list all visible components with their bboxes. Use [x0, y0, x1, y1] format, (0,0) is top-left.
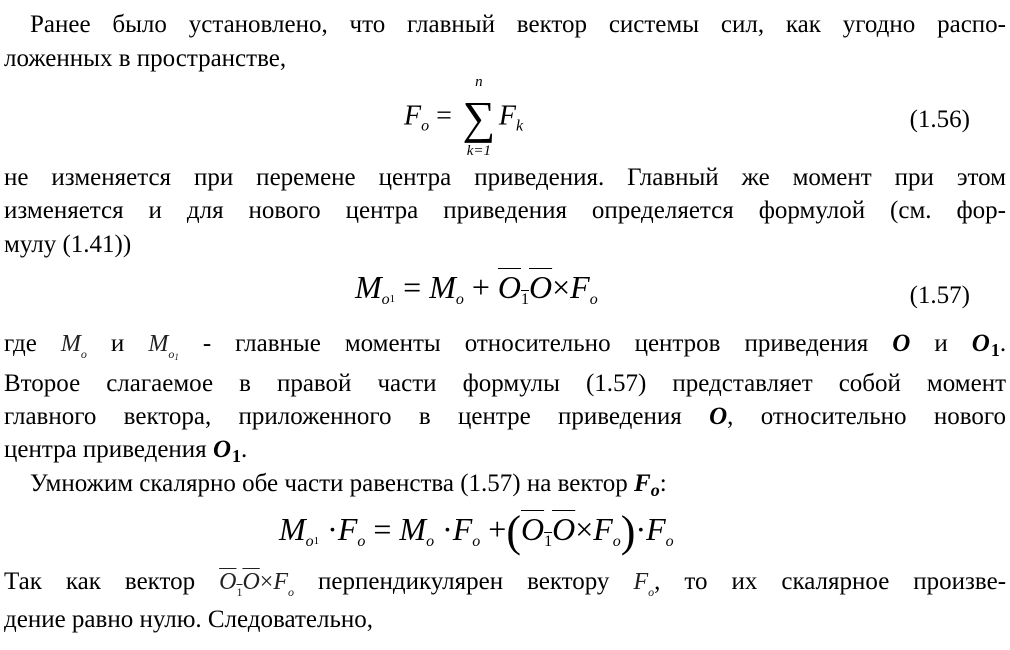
inline-mo-sub: o [80, 347, 87, 361]
inline-o1: O [219, 569, 237, 595]
eq156-lhs: F [404, 100, 422, 132]
bold-o1-2-sub: 1 [232, 446, 241, 466]
paragraph-5-line-1b: перпендикулярен вектору [318, 568, 610, 595]
eq157-cross: × [552, 269, 571, 305]
eq3-f2: F [452, 511, 473, 547]
bold-o1-sub: 1 [990, 340, 1000, 360]
eq156-rhs: F [498, 100, 517, 132]
eq156-sum-bottom: k=1 [466, 143, 492, 159]
paragraph-1-line-2: ложенных в пространстве, [4, 45, 287, 72]
eq156-rhs-sub: k [516, 117, 524, 135]
equation-1-56 [404, 74, 524, 159]
word-and: и [110, 330, 125, 357]
eq156-equals: = [436, 100, 452, 132]
eq3-dot-3: · [635, 511, 647, 547]
paragraph-3-line-4 [4, 434, 1006, 472]
bold-o1 [971, 330, 1007, 360]
eq157-m2-sub: o [455, 291, 464, 308]
inline-mo1-m: M [148, 331, 169, 357]
inline-vector-o1o [219, 569, 260, 599]
equation-scalar-product [279, 506, 674, 557]
bold-f: F [634, 470, 651, 497]
eq3-o1: O [520, 511, 545, 547]
period: . [999, 330, 1007, 357]
eq3-dot-1: · [327, 511, 338, 547]
paragraph-5-line-2: дение равно нулю. Следовательно, [4, 606, 373, 633]
paragraph-1-line-1: Ранее было установлено, что главный вектор системы сил, как угодно распо- [30, 11, 1006, 38]
eq3-plus: + [488, 511, 507, 547]
word-and-2: и [934, 330, 948, 357]
inline-mo [60, 331, 87, 361]
eq3-lparen: ( [506, 507, 521, 556]
eq3-m-subsub: 1 [313, 535, 320, 547]
inline-cross: × [259, 569, 274, 595]
equation-number-1-57: (1.57) [909, 282, 970, 309]
bold-o: O [892, 330, 911, 357]
inline-mo1-sub: o [168, 347, 175, 361]
inline-o: O [242, 569, 260, 595]
bold-o1-letter: O [971, 330, 990, 357]
paragraph-5-line-1a: Так как вектор [4, 568, 196, 595]
eq3-m2: M [399, 511, 427, 547]
eq157-o1: O [497, 269, 522, 305]
paragraph-4-text: Умножим скалярно обе части равенства (1.57) на вектор [30, 470, 628, 497]
eq3-f2-sub: o [472, 533, 481, 550]
paragraph-3-line-2: Второе слагаемое в правой части формулы (1.57) представляет собой момент [4, 370, 1006, 397]
eq3-f3-sub: o [612, 533, 621, 550]
eq157-f-sub: o [589, 291, 598, 308]
eq3-dot-2: · [442, 511, 453, 547]
eq3-m-sub: o [305, 533, 314, 550]
eq3-o1-sub: 1 [544, 533, 553, 550]
inline-f-sub: o [288, 585, 294, 599]
eq157-m2: M [429, 269, 456, 305]
eq157-vector-o1o [497, 269, 553, 308]
eq3-rparen: ) [620, 507, 636, 556]
paragraph-3-line-3 [4, 401, 1006, 433]
inline-f: F [273, 569, 288, 595]
inline-o1-sub: 1 [236, 585, 243, 599]
eq157-m-sub: o [381, 291, 390, 308]
inline-fo-sub: o [648, 585, 655, 599]
eq157-m-subsub: 1 [389, 293, 396, 305]
eq157-o1-sub: 1 [521, 291, 530, 308]
paragraph-2-line-1: не изменяется при перемене центра приведения. Главный же момент при этом [4, 164, 1006, 191]
paragraph-3-text: - главные моменты относительно центров приведения [202, 330, 869, 357]
inline-mo-m: M [60, 331, 81, 357]
eq3-cross: × [575, 511, 594, 547]
eq3-equals: = [373, 511, 392, 547]
colon: : [659, 470, 667, 497]
eq3-m: M [279, 511, 306, 547]
bold-o1-2: O [212, 436, 231, 463]
eq3-f1-sub: o [357, 533, 366, 550]
eq156-sum [459, 74, 499, 159]
eq3-f4: F [646, 511, 666, 547]
paragraph-4 [30, 468, 1006, 506]
inline-fo-f: F [633, 569, 649, 595]
inline-mo1-subsub: 1 [174, 352, 179, 362]
paragraph-3-line-1 [4, 328, 1006, 373]
word-where: где [4, 330, 37, 357]
bold-o-2: O [709, 403, 728, 430]
eq156-lhs-sub: o [421, 117, 430, 135]
eq3-f3: F [593, 511, 613, 547]
eq157-o: O [529, 269, 553, 305]
paragraph-2-line-3: мулу (1.41)) [4, 231, 132, 258]
eq3-m2-sub: o [426, 533, 435, 550]
paragraph-2-line-2: изменяется и для нового центра приведения определяется формулой (см. фор- [4, 197, 1006, 224]
inline-fo [633, 569, 655, 599]
eq156-sum-top: n [475, 74, 483, 90]
paragraph-5-line-1c: , то их скалярное произве- [654, 568, 1007, 595]
paragraph-5-line-1 [4, 566, 1006, 608]
eq3-vector-o1o [520, 511, 576, 550]
eq3-o: O [552, 511, 576, 547]
paragraph-3-line-3a: главного вектора, приложенного в центре приведения [4, 403, 682, 430]
equation-1-57 [355, 269, 598, 309]
eq157-plus: + [471, 269, 490, 305]
eq157-f: F [570, 269, 590, 305]
paragraph-3-line-4-text: центра приведения [4, 436, 207, 463]
eq157-equals: = [403, 269, 422, 305]
inline-vector-o1o-cross-f [219, 569, 294, 599]
paragraph-3-line-3b: , относительно нового [727, 403, 1006, 430]
sum-symbol: ∑ [462, 92, 496, 143]
eq157-m: M [355, 269, 382, 305]
bold-f-sub: o [650, 480, 660, 500]
inline-mo1 [148, 331, 179, 362]
eq3-f4-sub: o [665, 533, 674, 550]
period-2: . [241, 436, 248, 463]
eq3-f1: F [337, 511, 358, 547]
equation-number-1-56: (1.56) [909, 106, 970, 133]
